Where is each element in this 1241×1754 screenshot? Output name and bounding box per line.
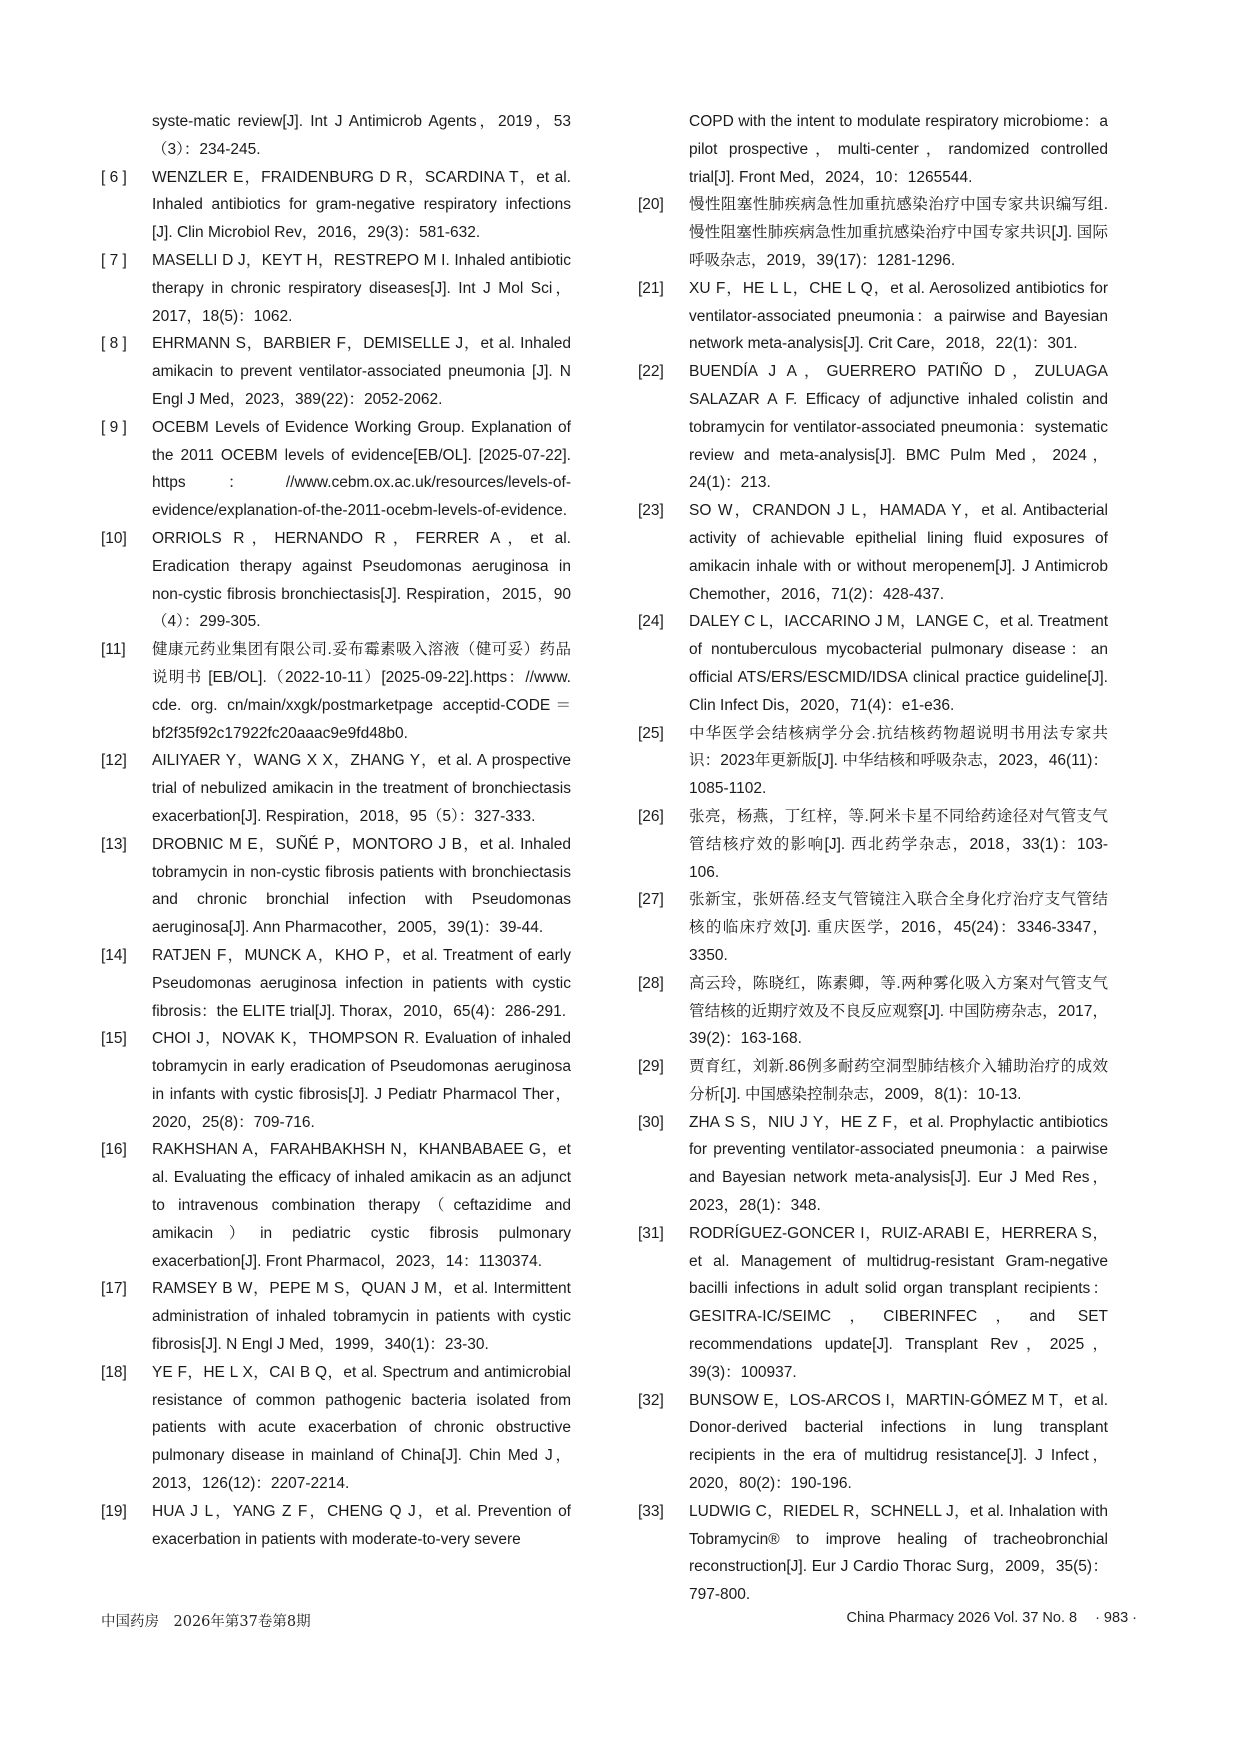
reference-number: [32] <box>638 1391 664 1409</box>
reference-item <box>638 720 1108 803</box>
reference-item <box>638 1498 1108 1609</box>
reference-number: [30] <box>638 1113 664 1131</box>
reference-text: 张亮，杨燕，丁红梓，等.阿米卡星不同给药途径对气管支气管结核疗效的影响[J]. 西北药学杂志，2018，33(1)：103-106. <box>689 807 1108 881</box>
reference-item <box>638 970 1108 1053</box>
reference-number: [ 7 ] <box>101 251 127 269</box>
reference-item <box>638 886 1108 969</box>
reference-text: BUENDÍA J A，GUERRERO PATIÑO D，ZULUAGA SALAZAR A F. Efficacy of adjunctive inhaled colistin and tobramycin for ventilator-associated pneumonia：systematic review and meta-analysis[J]. BMC Pulm Med，2024，24(1)：213. <box>689 363 1108 492</box>
reference-item <box>638 803 1108 886</box>
reference-text: RAMSEY B W，PEPE M S，QUAN J M，et al. Intermittent administration of inhaled tobramycin in patients with cystic fibrosis[J]. N Engl J Med，1999，340(1)：23-30. <box>152 1280 571 1354</box>
reference-text: 慢性阻塞性肺疾病急性加重抗感染治疗中国专家共识编写组.慢性阻塞性肺疾病急性加重抗感染治疗中国专家共识[J]. 国际呼吸杂志，2019，39(17)：1281-1296. <box>689 196 1108 269</box>
reference-item <box>638 1109 1108 1220</box>
reference-text: 张新宝，张妍蓓.经支气管镜注入联合全身化疗治疗支气管结核的临床疗效[J]. 重庆医学，2016，45(24)：3346-3347，3350. <box>689 891 1108 964</box>
reference-number: [23] <box>638 502 664 520</box>
reference-text: MASELLI D J，KEYT H，RESTREPO M I. Inhaled antibiotic therapy in chronic respiratory diseases[J]. Int J Mol Sci，2017，18(5)：1062. <box>152 251 571 325</box>
reference-item <box>101 1136 571 1275</box>
reference-number: [12] <box>101 752 127 770</box>
reference-text: ZHA S S，NIU J Y，HE Z F，et al. Prophylactic antibiotics for preventing ventilator-associated pneumonia：a pairwise and Bayesian network meta-analysis[J]. Eur J Med Res，2023，28(1)：348. <box>689 1113 1108 1215</box>
reference-text: CHOI J，NOVAK K，THOMPSON R. Evaluation of inhaled tobramycin in early eradication of Pseudomonas aeruginosa in infants with cystic fibrosis[J]. J Pediatr Pharmacol Ther，2020，25(8)：709-716. <box>152 1030 571 1131</box>
reference-item <box>101 1359 571 1498</box>
reference-item <box>638 497 1108 608</box>
reference-number: [26] <box>638 807 664 825</box>
reference-number: [28] <box>638 974 664 992</box>
reference-text: AILIYAER Y，WANG X X，ZHANG Y，et al. A prospective trial of nebulized amikacin in the treatment of bronchiectasis exacerbation[J]. Respiration，2018，95（5）：327-333. <box>152 752 571 825</box>
reference-number: [19] <box>101 1502 127 1520</box>
reference-text: OCEBM Levels of Evidence Working Group. Explanation of the 2011 OCEBM levels of evidence[EB/OL]. [2025-07-22]. https：//www.cebm.ox.ac.uk/resources/levels-of-evidence/explanation-of-the-2011-ocebm-levels-of-evidence. <box>152 418 571 520</box>
reference-number: [25] <box>638 724 664 742</box>
reference-item <box>638 1220 1108 1387</box>
reference-item <box>101 1275 571 1358</box>
reference-text: RATJEN F，MUNCK A，KHO P，et al. Treatment of early Pseudomonas aeruginosa infection in patients with cystic fibrosis：the ELITE trial[J]. Thorax，2010，65(4)：286-291. <box>152 946 571 1020</box>
reference-text: YE F，HE L X，CAI B Q，et al. Spectrum and antimicrobial resistance of common pathogenic bacteria isolated from patients with acute exacerbation of chronic obstructive pulmonary disease in mainland of China[J]. Chin Med J，2013，126(12)：2207-2214. <box>152 1363 571 1493</box>
reference-number: [29] <box>638 1058 664 1076</box>
reference-item <box>638 275 1108 358</box>
reference-number: [22] <box>638 363 664 381</box>
reference-item <box>638 358 1108 497</box>
reference-column-right <box>638 108 1108 1609</box>
reference-text: 健康元药业集团有限公司.妥布霉素吸入溶液（健可妥）药品说明书 [EB/OL].（2022-10-11）[2025-09-22].https：//www. cde. org. cn/main/xxgk/postmarketpage acceptid-CODE＝bf2f35f92c17922fc20aaac9e9fd48b0. <box>152 641 571 742</box>
reference-text: SO W，CRANDON J L，HAMADA Y，et al. Antibacterial activity of achievable epithelial lining fluid exposures of amikacin inhale with or without meropenem[J]. J Antimicrob Chemother，2016，71(2)：428-437. <box>689 502 1108 603</box>
reference-number: [ 9 ] <box>101 418 127 436</box>
reference-text: BUNSOW E，LOS-ARCOS I，MARTIN-GÓMEZ M T，et al. Donor-derived bacterial infections in lung transplant recipients in the era of multidrug resistance[J]. J Infect，2020，80(2)：190-196. <box>689 1391 1108 1493</box>
reference-number: [18] <box>101 1363 127 1381</box>
reference-item <box>638 108 1108 191</box>
reference-text: DROBNIC M E，SUÑÉ P，MONTORO J B，et al. Inhaled tobramycin in non-cystic fibrosis patients with bronchiectasis and chronic bronchial infection with Pseudomonas aeruginosa[J]. Ann Pharmacother，2005，39(1)：39-44. <box>152 835 571 937</box>
footer-journal-chinese: 中国药房 2026年第37卷第8期 <box>101 1614 311 1630</box>
reference-number: [33] <box>638 1502 664 1520</box>
reference-text: WENZLER E，FRAIDENBURG D R，SCARDINA T，et al. Inhaled antibiotics for gram-negative respiratory infections [J]. Clin Microbiol Rev，2016，29(3)：581-632. <box>152 168 571 242</box>
reference-text: EHRMANN S，BARBIER F，DEMISELLE J，et al. Inhaled amikacin to prevent ventilator-associated pneumonia [J]. N Engl J Med，2023，389(22)：2052-2062. <box>152 335 571 408</box>
page-number: · 983 · <box>1095 1610 1137 1626</box>
reference-text: HUA J L，YANG Z F，CHENG Q J，et al. Prevention of exacerbation in patients with moderate-to-very severe <box>152 1502 571 1548</box>
reference-number: [ 6 ] <box>101 168 127 186</box>
reference-text: RODRÍGUEZ-GONCER I，RUIZ-ARABI E，HERRERA S，et al. Management of multidrug-resistant Gram-negative bacilli infections in adult solid organ transplant recipients：GESITRA-IC/SEIMC，CIBERINFEC，and SET recommendations update[J]. Transplant Rev，2025，39(3)：100937. <box>689 1224 1108 1381</box>
reference-text: XU F，HE L L，CHE L Q，et al. Aerosolized antibiotics for ventilator-associated pneumonia：a pairwise and Bayesian network meta-analysis[J]. Crit Care，2018，22(1)：301. <box>689 279 1108 353</box>
reference-item <box>101 636 571 747</box>
reference-item <box>638 1387 1108 1498</box>
reference-number: [24] <box>638 613 664 631</box>
reference-number: [31] <box>638 1224 664 1242</box>
reference-number: [15] <box>101 1030 127 1048</box>
reference-number: [17] <box>101 1280 127 1298</box>
reference-number: [20] <box>638 196 664 214</box>
reference-number: [13] <box>101 835 127 853</box>
reference-item <box>101 1025 571 1136</box>
reference-text: syste-matic review[J]. Int J Antimicrob Agents，2019，53（3）：234-245. <box>152 113 571 158</box>
reference-text: 贾育红，刘新.86例多耐药空洞型肺结核介入辅助治疗的成效分析[J]. 中国感染控制杂志，2009，8(1)：10-13. <box>689 1058 1108 1103</box>
reference-number: [21] <box>638 279 664 297</box>
reference-item <box>638 608 1108 719</box>
reference-item <box>101 247 571 330</box>
reference-item <box>101 108 571 164</box>
reference-text: 高云玲，陈晓红，陈素卿，等.两种雾化吸入方案对气管支气管结核的近期疗效及不良反应观察[J]. 中国防痨杂志，2017，39(2)：163-168. <box>689 974 1108 1048</box>
reference-item <box>101 525 571 636</box>
reference-text: RAKHSHAN A，FARAHBAKHSH N，KHANBABAEE G，et al. Evaluating the efficacy of inhaled amikacin as an adjunct to intravenous combination therapy（ceftazidime and amikacin）in pediatric cystic fibrosis pulmonary exacerbation[J]. Front Pharmacol，2023，14：1130374. <box>152 1141 571 1270</box>
reference-text: DALEY C L，IACCARINO J M，LANGE C，et al. Treatment of nontuberculous mycobacterial pulmonary disease：an official ATS/ERS/ESCMID/IDSA clinical practice guideline[J]. Clin Infect Dis，2020，71(4)：e1-e36. <box>689 613 1108 714</box>
reference-item <box>101 1498 571 1554</box>
reference-item <box>101 414 571 525</box>
reference-item <box>101 747 571 830</box>
reference-text: COPD with the intent to modulate respiratory microbiome：a pilot prospective，multi-center，randomized controlled trial[J]. Front Med，2024，10：1265544. <box>689 113 1108 186</box>
reference-item <box>101 330 571 413</box>
reference-number: [16] <box>101 1141 127 1159</box>
reference-number: [11] <box>101 641 126 659</box>
reference-item <box>638 1053 1108 1109</box>
reference-number: [ 8 ] <box>101 335 127 353</box>
reference-number: [27] <box>638 891 664 909</box>
reference-item <box>101 942 571 1025</box>
footer-journal-name: China Pharmacy 2026 Vol. 37 No. 8 <box>846 1610 1078 1626</box>
reference-text: LUDWIG C，RIEDEL R，SCHNELL J，et al. Inhalation with Tobramycin® to improve healing of tracheobronchial reconstruction[J]. Eur J Cardio Thorac Surg，2009，35(5)：797-800. <box>689 1502 1108 1604</box>
reference-text: ORRIOLS R，HERNANDO R，FERRER A，et al. Eradication therapy against Pseudomonas aeruginosa in non-cystic fibrosis bronchiectasis[J]. Respiration，2015，90（4）：299-305. <box>152 529 571 631</box>
reference-number: [10] <box>101 529 127 547</box>
footer-journal-english <box>847 1610 1137 1626</box>
reference-text: 中华医学会结核病学分会.抗结核药物超说明书用法专家共识：2023年更新版[J]. 中华结核和呼吸杂志，2023，46(11)：1085-1102. <box>689 724 1108 798</box>
reference-number: [14] <box>101 946 127 964</box>
reference-column-left <box>101 108 571 1553</box>
reference-item <box>101 164 571 247</box>
reference-item <box>101 831 571 942</box>
reference-item <box>638 191 1108 274</box>
